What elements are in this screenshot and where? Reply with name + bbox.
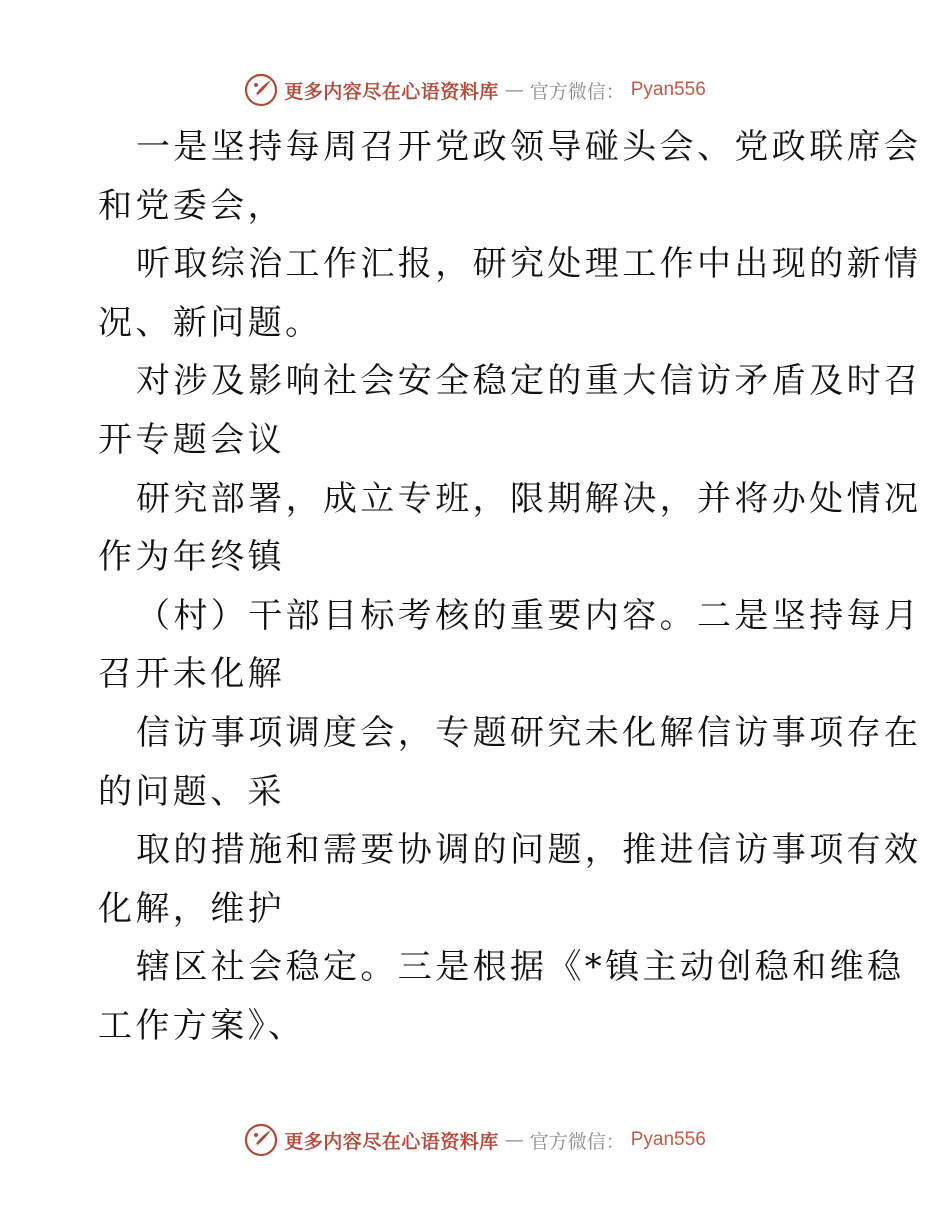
text-line: 取的措施和需要协调的问题，推进信访事项有效 [136, 830, 922, 871]
footer-banner [0, 1120, 950, 1160]
text-line: 召开未化解 [98, 654, 285, 695]
banner-dash: — [504, 1129, 524, 1151]
text-line: 作为年终镇 [98, 537, 285, 578]
text-line: 听取综治工作汇报，研究处理工作中出现的新情 [136, 244, 922, 285]
header-banner [0, 70, 950, 110]
banner-brand-text: 更多内容尽在心语资料库 [284, 80, 499, 103]
banner-wechat-handle: Pyan556 [630, 1129, 706, 1150]
banner-wechat-label: 官方微信： [529, 80, 625, 103]
text-line: 和党委会， [98, 185, 285, 226]
text-line: 信访事项调度会，专题研究未化解信访事项存在 [136, 712, 922, 753]
text-line: 辖区社会稳定。三是根据《*镇主动创稳和维稳 [136, 947, 905, 988]
text-line: 一是坚持每周召开党政领导碰头会、党政联席会 [136, 127, 922, 167]
document-body [98, 118, 922, 1056]
text-line: 工作方案》、 [98, 1005, 306, 1046]
quill-pen-logo-icon [244, 1123, 278, 1157]
quill-pen-logo-icon [244, 73, 278, 107]
banner-dash: — [504, 79, 524, 101]
text-line: 况、新问题。 [98, 302, 323, 343]
text-line: 研究部署，成立专班，限期解决，并将办处情况 [136, 478, 922, 519]
banner-brand-text: 更多内容尽在心语资料库 [284, 1130, 499, 1153]
banner-wechat-label: 官方微信： [529, 1130, 625, 1153]
text-line: （村）干部目标考核的重要内容。二是坚持每月 [136, 595, 922, 636]
text-line: 化解，维护 [98, 888, 285, 929]
text-line: 开专题会议 [98, 419, 285, 460]
text-line: 对涉及影响社会安全稳定的重大信访矛盾及时召 [136, 361, 922, 402]
text-line: 的问题、采 [98, 771, 285, 812]
banner-wechat-handle: Pyan556 [630, 79, 706, 100]
